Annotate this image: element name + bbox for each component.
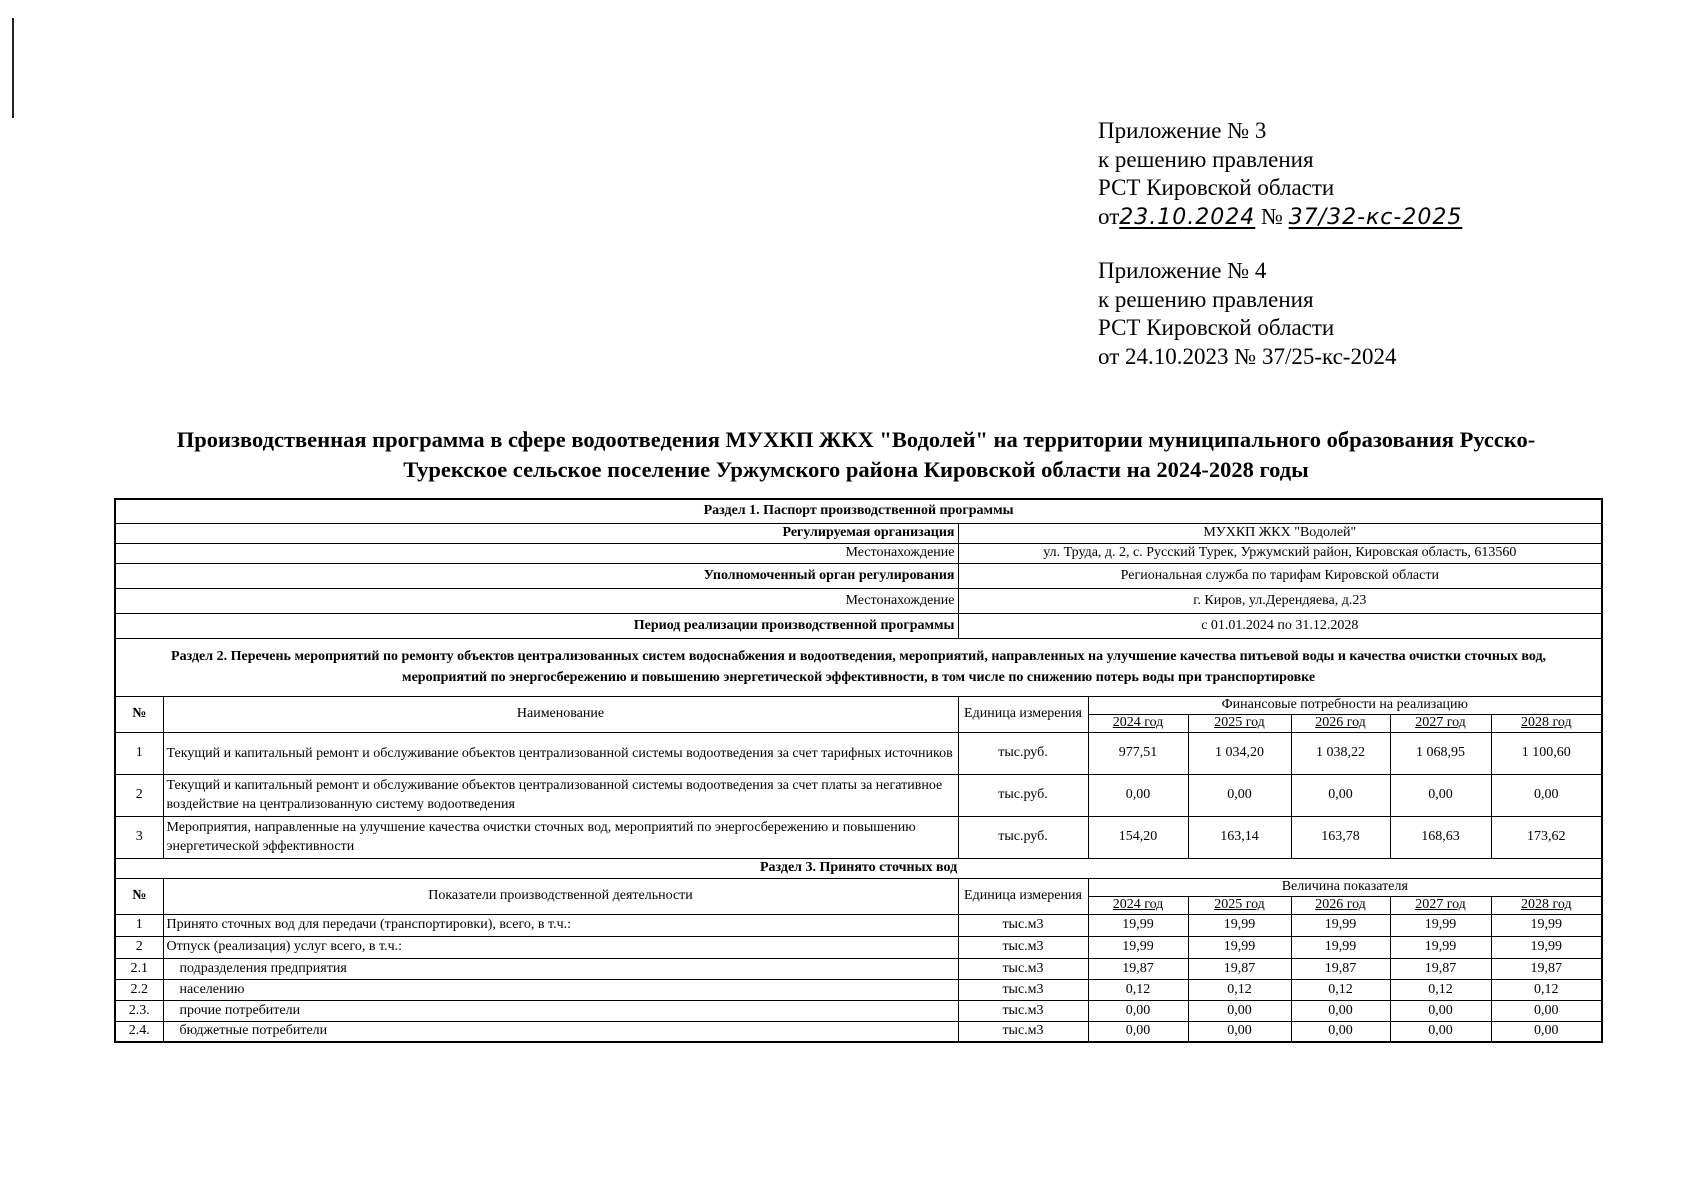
row-name: Текущий и капитальный ремонт и обслуживание объектов централизованной системы водоотведения за счет платы за негативное воздействие на централизованную систему водоотведения [163, 774, 958, 816]
section-2-heading-row [115, 638, 1602, 696]
row-value: 0,00 [1390, 1000, 1491, 1021]
passport-row [115, 563, 1602, 588]
table-row [115, 958, 1602, 979]
section-2-header-row [115, 696, 1602, 714]
row-value: 1 068,95 [1390, 732, 1491, 774]
table-row [115, 816, 1602, 858]
row-number: 1 [115, 732, 163, 774]
row-name: населению [163, 979, 958, 1000]
section-3-heading: Раздел 3. Принято сточных вод [115, 858, 1602, 878]
row-value: 0,12 [1088, 979, 1188, 1000]
passport-label: Местонахождение [115, 588, 958, 613]
row-name: подразделения предприятия [163, 958, 958, 979]
row-value: 0,00 [1188, 774, 1291, 816]
row-value: 154,20 [1088, 816, 1188, 858]
row-name: Текущий и капитальный ремонт и обслуживание объектов централизованной системы водоотведения за счет тарифных источников [163, 732, 958, 774]
row-value: 19,99 [1188, 914, 1291, 936]
production-program-table [114, 498, 1603, 1043]
year-header: 2026 год [1291, 896, 1390, 914]
row-name: прочие потребители [163, 1000, 958, 1021]
row-value: 0,12 [1291, 979, 1390, 1000]
passport-label: Местонахождение [115, 543, 958, 563]
appendix-4-block [1098, 257, 1396, 371]
row-name: Принято сточных вод для передачи (транспортировки), всего, в т.ч.: [163, 914, 958, 936]
appendix-3-title: Приложение № 3 [1098, 118, 1267, 143]
row-value: 19,87 [1491, 958, 1602, 979]
appendix-4-title: Приложение № 4 [1098, 258, 1267, 283]
column-unit-header: Единица измерения [958, 878, 1088, 914]
appendix-4-decision: к решению правления [1098, 286, 1314, 312]
handwritten-number: 37/32-кс-2025 [1288, 204, 1463, 230]
row-number: 2.2 [115, 979, 163, 1000]
row-value: 0,00 [1188, 1021, 1291, 1042]
row-unit: тыс.м3 [958, 936, 1088, 958]
appendix-4-authority: РСТ Кировской области [1098, 315, 1335, 340]
row-value: 19,99 [1390, 914, 1491, 936]
row-number: 2 [115, 936, 163, 958]
year-header: 2025 год [1188, 714, 1291, 732]
row-value: 19,87 [1088, 958, 1188, 979]
year-header: 2028 год [1491, 714, 1602, 732]
row-value: 0,00 [1491, 1021, 1602, 1042]
row-number: 2.4. [115, 1021, 163, 1042]
scan-edge-mark [12, 18, 14, 118]
column-unit-header: Единица измерения [958, 696, 1088, 732]
passport-label: Регулируемая организация [115, 523, 958, 543]
number-prefix: № [1260, 203, 1283, 229]
row-value: 1 038,22 [1291, 732, 1390, 774]
row-value: 0,00 [1491, 1000, 1602, 1021]
section-2-heading: Раздел 2. Перечень мероприятий по ремонту объектов централизованных систем водоснабжения и водоотведения, мероприятий, направленных на улучшение качества питьевой воды и качества очистки сточных вод, мероприятий по энергосбережению и повышению энергетической эффективности, в том числе по снижению потерь воды при транспортировке [115, 638, 1602, 696]
passport-value: с 01.01.2024 по 31.12.2028 [958, 613, 1602, 638]
passport-label: Уполномоченный орган регулирования [115, 563, 958, 588]
row-value: 0,12 [1390, 979, 1491, 1000]
row-value: 0,00 [1491, 774, 1602, 816]
document-title [112, 425, 1600, 485]
column-name-header: Наименование [163, 696, 958, 732]
row-value: 0,00 [1188, 1000, 1291, 1021]
column-group-header: Финансовые потребности на реализацию [1088, 696, 1602, 714]
passport-value: г. Киров, ул.Дерендяева, д.23 [958, 588, 1602, 613]
section-3-header-row [115, 878, 1602, 896]
row-value: 19,99 [1088, 936, 1188, 958]
row-value: 19,99 [1491, 914, 1602, 936]
row-value: 163,14 [1188, 816, 1291, 858]
row-number: 1 [115, 914, 163, 936]
row-value: 0,00 [1088, 1000, 1188, 1021]
column-number-header: № [115, 878, 163, 914]
row-unit: тыс.м3 [958, 958, 1088, 979]
row-unit: тыс.руб. [958, 774, 1088, 816]
year-header: 2027 год [1390, 714, 1491, 732]
row-value: 0,00 [1088, 1021, 1188, 1042]
year-header: 2026 год [1291, 714, 1390, 732]
section-3-heading-row [115, 858, 1602, 878]
table-row [115, 732, 1602, 774]
row-value: 1 034,20 [1188, 732, 1291, 774]
row-value: 0,00 [1291, 774, 1390, 816]
appendix-3-block [1098, 117, 1462, 232]
table-row [115, 936, 1602, 958]
row-unit: тыс.м3 [958, 1021, 1088, 1042]
row-value: 0,00 [1390, 774, 1491, 816]
row-value: 0,12 [1491, 979, 1602, 1000]
title-line-2: Турекское сельское поселение Уржумского района Кировской области на 2024-2028 годы [403, 457, 1309, 482]
row-unit: тыс.м3 [958, 914, 1088, 936]
row-value: 19,99 [1491, 936, 1602, 958]
row-value: 168,63 [1390, 816, 1491, 858]
row-name: Мероприятия, направленные на улучшение качества очистки сточных вод, мероприятий по энергосбережению и повышению энергетической эффективности [163, 816, 958, 858]
table-row [115, 1021, 1602, 1042]
year-header: 2024 год [1088, 714, 1188, 732]
row-value: 19,87 [1188, 958, 1291, 979]
passport-label: Период реализации производственной программы [115, 613, 958, 638]
row-value: 0,12 [1188, 979, 1291, 1000]
row-unit: тыс.м3 [958, 979, 1088, 1000]
appendix-3-authority: РСТ Кировской области [1098, 175, 1335, 200]
row-value: 19,99 [1188, 936, 1291, 958]
row-name: бюджетные потребители [163, 1021, 958, 1042]
year-header: 2024 год [1088, 896, 1188, 914]
year-header: 2028 год [1491, 896, 1602, 914]
appendix-3-decision: к решению правления [1098, 146, 1314, 172]
row-value: 0,00 [1291, 1021, 1390, 1042]
table-row [115, 979, 1602, 1000]
section-1-heading: Раздел 1. Паспорт производственной программы [115, 499, 1602, 523]
row-unit: тыс.м3 [958, 1000, 1088, 1021]
passport-row [115, 588, 1602, 613]
passport-row [115, 543, 1602, 563]
passport-row [115, 613, 1602, 638]
table-row [115, 914, 1602, 936]
row-value: 19,99 [1291, 936, 1390, 958]
row-value: 0,00 [1390, 1021, 1491, 1042]
column-indicator-header: Показатели производственной деятельности [163, 878, 958, 914]
appendix-4-date-number: от 24.10.2023 № 37/25-кс-2024 [1098, 343, 1397, 369]
appendix-3-date-line [1098, 203, 1462, 233]
row-name: Отпуск (реализация) услуг всего, в т.ч.: [163, 936, 958, 958]
row-number: 2 [115, 774, 163, 816]
table-row [115, 774, 1602, 816]
column-group-header: Величина показателя [1088, 878, 1602, 896]
row-value: 0,00 [1088, 774, 1188, 816]
row-value: 163,78 [1291, 816, 1390, 858]
year-header: 2027 год [1390, 896, 1491, 914]
year-header: 2025 год [1188, 896, 1291, 914]
passport-value: ул. Труда, д. 2, с. Русский Турек, Уржумский район, Кировская область, 613560 [958, 543, 1602, 563]
section-1-heading-row [115, 499, 1602, 523]
title-line-1: Производственная программа в сфере водоотведения МУХКП ЖКХ "Водолей" на территории муниципального образования Русско- [176, 427, 1536, 452]
row-value: 173,62 [1491, 816, 1602, 858]
row-value: 19,99 [1291, 914, 1390, 936]
row-number: 2.3. [115, 1000, 163, 1021]
row-value: 19,99 [1088, 914, 1188, 936]
row-value: 19,87 [1390, 958, 1491, 979]
row-value: 977,51 [1088, 732, 1188, 774]
row-value: 19,87 [1291, 958, 1390, 979]
passport-value: МУХКП ЖКХ "Водолей" [958, 523, 1602, 543]
row-value: 0,00 [1291, 1000, 1390, 1021]
row-unit: тыс.руб. [958, 816, 1088, 858]
row-value: 1 100,60 [1491, 732, 1602, 774]
row-number: 3 [115, 816, 163, 858]
passport-row [115, 523, 1602, 543]
passport-value: Региональная служба по тарифам Кировской области [958, 563, 1602, 588]
table-row [115, 1000, 1602, 1021]
from-prefix: от [1098, 203, 1120, 229]
row-value: 19,99 [1390, 936, 1491, 958]
handwritten-date: 23.10.2024 [1119, 204, 1256, 230]
row-unit: тыс.руб. [958, 732, 1088, 774]
row-number: 2.1 [115, 958, 163, 979]
column-number-header: № [115, 696, 163, 732]
